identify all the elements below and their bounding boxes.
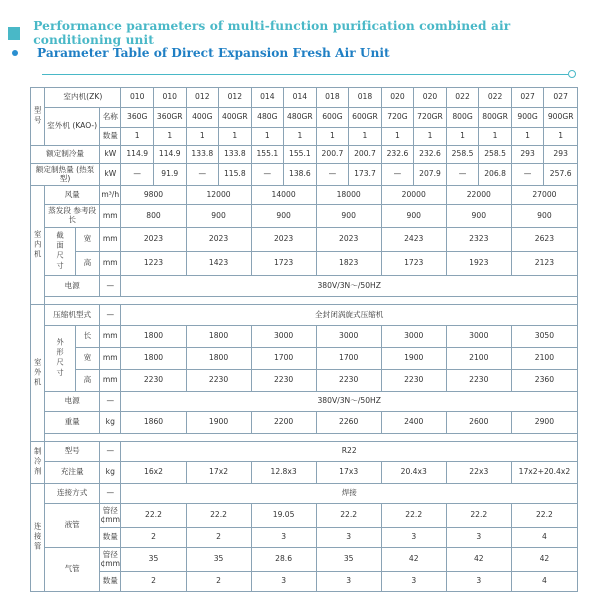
gas-qty-cell: 2 [121, 572, 186, 592]
parameter-table [30, 87, 578, 592]
unit-cell: — [100, 392, 121, 412]
in-height-cell: 1923 [446, 252, 511, 276]
liquid-dia-cell: 22.2 [446, 504, 511, 528]
gas-dia-cell: 42 [381, 548, 446, 572]
heating-cell: — [251, 164, 284, 186]
liquid-qty-cell: 3 [381, 528, 446, 548]
unit-cell: kW [100, 164, 121, 186]
row-label: 充注量 [45, 462, 100, 484]
airflow-cell: 9800 [121, 186, 186, 205]
indoor-code-cell: 012 [219, 88, 252, 108]
in-width-cell: 2423 [381, 228, 446, 252]
indoor-code-cell: 014 [251, 88, 284, 108]
model-name-cell: 360GR [153, 108, 186, 128]
subtitle-row [8, 42, 390, 64]
weight-cell: 2600 [446, 412, 511, 434]
row-label: 宽 [75, 228, 99, 252]
liquid-dia-cell: 22.2 [121, 504, 186, 528]
model-name-cell: 480G [251, 108, 284, 128]
unit-cell: — [100, 484, 121, 504]
out-width-cell: 1900 [381, 348, 446, 370]
table-row [31, 164, 578, 186]
model-name-cell: 720GR [414, 108, 447, 128]
row-label: 电源 [45, 392, 100, 412]
evap-cell: 900 [251, 205, 316, 228]
evap-cell: 900 [186, 205, 251, 228]
row-label: 室外机 (KAO-) [45, 108, 100, 146]
row-label: 电源 [45, 276, 100, 297]
in-height-cell: 2123 [511, 252, 577, 276]
liquid-qty-cell: 2 [121, 528, 186, 548]
unit-cell: kW [100, 146, 121, 164]
unit-cell: mm [100, 252, 121, 276]
table-row [31, 205, 578, 228]
divider-line [42, 74, 568, 75]
charge-cell: 17x3 [316, 462, 381, 484]
qty-cell: 1 [511, 128, 544, 146]
row-label: 压缩机型式 [45, 305, 100, 326]
row-label: 液管 [45, 504, 100, 548]
heating-cell: 91.9 [153, 164, 186, 186]
table-row [31, 484, 578, 504]
group-label-model: 型号 [31, 88, 45, 146]
unit-cell: — [100, 442, 121, 462]
weight-cell: 1900 [186, 412, 251, 434]
indoor-code-cell: 020 [381, 88, 414, 108]
model-name-cell: 800GR [479, 108, 512, 128]
weight-cell: 2400 [381, 412, 446, 434]
evap-cell: 900 [381, 205, 446, 228]
gas-qty-cell: 3 [381, 572, 446, 592]
unit-cell: mm [100, 348, 121, 370]
spacer-cell [45, 434, 578, 442]
table-row [31, 392, 578, 412]
out-length-cell: 3050 [511, 326, 577, 348]
power-cell: 380V/3N～/50HZ [121, 276, 578, 297]
page-subtitle: Parameter Table of Direct Expansion Fresh Air Unit [37, 46, 390, 60]
out-height-cell: 2230 [121, 370, 186, 392]
unit-cell: 管径 ¢mm [100, 548, 121, 572]
out-length-cell: 3000 [251, 326, 316, 348]
evap-cell: 800 [121, 205, 186, 228]
table-row [31, 504, 578, 528]
airflow-cell: 27000 [511, 186, 577, 205]
heating-cell: 173.7 [349, 164, 382, 186]
model-name-cell: 360G [121, 108, 154, 128]
table-row [31, 128, 578, 146]
liquid-qty-cell: 4 [511, 528, 577, 548]
out-height-cell: 2230 [316, 370, 381, 392]
table-row [31, 572, 578, 592]
cooling-cell: 200.7 [349, 146, 382, 164]
table-row [31, 462, 578, 484]
heating-cell: 115.8 [219, 164, 252, 186]
weight-cell: 2200 [251, 412, 316, 434]
table-row [31, 297, 578, 305]
indoor-code-cell: 027 [544, 88, 578, 108]
gas-dia-cell: 42 [446, 548, 511, 572]
out-width-cell: 1700 [316, 348, 381, 370]
charge-cell: 12.8x3 [251, 462, 316, 484]
cooling-cell: 293 [544, 146, 578, 164]
evap-cell: 900 [511, 205, 577, 228]
liquid-qty-cell: 3 [446, 528, 511, 548]
indoor-code-cell: 010 [153, 88, 186, 108]
cooling-cell: 155.1 [251, 146, 284, 164]
airflow-cell: 12000 [186, 186, 251, 205]
table-row [31, 434, 578, 442]
in-width-cell: 2023 [186, 228, 251, 252]
qty-cell: 1 [121, 128, 154, 146]
cooling-cell: 133.8 [186, 146, 219, 164]
table-row [31, 348, 578, 370]
out-height-cell: 2230 [381, 370, 446, 392]
gas-qty-cell: 3 [446, 572, 511, 592]
table-row [31, 370, 578, 392]
cooling-cell: 114.9 [121, 146, 154, 164]
qty-cell: 1 [153, 128, 186, 146]
table-row [31, 88, 578, 108]
out-height-cell: 2360 [511, 370, 577, 392]
model-name-cell: 720G [381, 108, 414, 128]
row-label: 连接方式 [45, 484, 100, 504]
in-width-cell: 2323 [446, 228, 511, 252]
gas-qty-cell: 2 [186, 572, 251, 592]
out-width-cell: 2100 [446, 348, 511, 370]
group-label-piping: 连接管 [31, 484, 45, 592]
out-length-cell: 1800 [121, 326, 186, 348]
gas-qty-cell: 3 [251, 572, 316, 592]
out-length-cell: 3000 [446, 326, 511, 348]
model-name-cell: 400GR [219, 108, 252, 128]
unit-cell: 数量 [100, 572, 121, 592]
out-width-cell: 1800 [121, 348, 186, 370]
evap-cell: 900 [316, 205, 381, 228]
in-width-cell: 2023 [316, 228, 381, 252]
row-label: 气管 [45, 548, 100, 592]
table-row [31, 442, 578, 462]
cooling-cell: 133.8 [219, 146, 252, 164]
weight-cell: 2900 [511, 412, 577, 434]
out-length-cell: 3000 [381, 326, 446, 348]
table-row [31, 276, 578, 297]
airflow-cell: 14000 [251, 186, 316, 205]
qty-cell: 1 [186, 128, 219, 146]
gas-qty-cell: 4 [511, 572, 577, 592]
indoor-code-cell: 012 [186, 88, 219, 108]
indoor-code-cell: 020 [414, 88, 447, 108]
out-height-cell: 2230 [446, 370, 511, 392]
heating-cell: — [381, 164, 414, 186]
out-length-cell: 3000 [316, 326, 381, 348]
heating-cell: — [511, 164, 544, 186]
model-name-cell: 900GR [544, 108, 578, 128]
row-label: 额定制热量 (热泵型) [31, 164, 100, 186]
table-row [31, 252, 578, 276]
qty-cell: 1 [349, 128, 382, 146]
charge-cell: 17x2 [186, 462, 251, 484]
indoor-code-cell: 018 [349, 88, 382, 108]
unit-cell: mm [100, 205, 121, 228]
charge-cell: 20.4x3 [381, 462, 446, 484]
airflow-cell: 20000 [381, 186, 446, 205]
airflow-cell: 22000 [446, 186, 511, 205]
weight-cell: 1860 [121, 412, 186, 434]
row-label: 重量 [45, 412, 100, 434]
square-bullet-icon [8, 27, 20, 40]
liquid-dia-cell: 22.2 [381, 504, 446, 528]
airflow-cell: 18000 [316, 186, 381, 205]
model-name-cell: 400G [186, 108, 219, 128]
in-height-cell: 1223 [121, 252, 186, 276]
qty-cell: 1 [284, 128, 317, 146]
in-width-cell: 2023 [121, 228, 186, 252]
model-name-cell: 480GR [284, 108, 317, 128]
qty-cell: 1 [381, 128, 414, 146]
charge-cell: 17x2+20.4x2 [511, 462, 577, 484]
in-height-cell: 1423 [186, 252, 251, 276]
gas-dia-cell: 35 [121, 548, 186, 572]
model-name-cell: 900G [511, 108, 544, 128]
liquid-qty-cell: 2 [186, 528, 251, 548]
power-cell: 380V/3N～/50HZ [121, 392, 578, 412]
liquid-dia-cell: 22.2 [511, 504, 577, 528]
row-label: 数量 [100, 128, 121, 146]
group-label-outdoor: 室外机 [31, 305, 45, 442]
gas-dia-cell: 35 [316, 548, 381, 572]
cooling-cell: 155.1 [284, 146, 317, 164]
in-width-cell: 2023 [251, 228, 316, 252]
dot-bullet-icon [12, 50, 18, 56]
table-row [31, 146, 578, 164]
liquid-dia-cell: 22.2 [316, 504, 381, 528]
indoor-code-cell: 022 [479, 88, 512, 108]
heating-cell: 206.8 [479, 164, 512, 186]
row-label: 外形尺寸 [45, 326, 76, 392]
cooling-cell: 258.5 [479, 146, 512, 164]
cooling-cell: 258.5 [446, 146, 479, 164]
compressor-cell: 全封闭涡旋式压缩机 [121, 305, 578, 326]
in-height-cell: 1723 [251, 252, 316, 276]
connection-cell: 焊接 [121, 484, 578, 504]
row-label: 宽 [75, 348, 99, 370]
gas-dia-cell: 28.6 [251, 548, 316, 572]
row-label: 额定制冷量 [31, 146, 100, 164]
table-row [31, 228, 578, 252]
indoor-code-cell: 027 [511, 88, 544, 108]
unit-cell: kg [100, 412, 121, 434]
heating-cell: — [446, 164, 479, 186]
unit-cell: kg [100, 462, 121, 484]
unit-cell: — [100, 276, 121, 297]
unit-cell: mm [100, 228, 121, 252]
indoor-code-cell: 018 [316, 88, 349, 108]
spacer-cell [45, 297, 578, 305]
cooling-cell: 114.9 [153, 146, 186, 164]
liquid-qty-cell: 3 [316, 528, 381, 548]
out-length-cell: 1800 [186, 326, 251, 348]
gas-dia-cell: 35 [186, 548, 251, 572]
in-height-cell: 1723 [381, 252, 446, 276]
qty-cell: 1 [316, 128, 349, 146]
table-row [31, 412, 578, 434]
row-label: 高 [75, 252, 99, 276]
unit-cell: 管径 ¢mm [100, 504, 121, 528]
in-height-cell: 1823 [316, 252, 381, 276]
qty-cell: 1 [414, 128, 447, 146]
out-width-cell: 2100 [511, 348, 577, 370]
cooling-cell: 232.6 [414, 146, 447, 164]
out-height-cell: 2230 [251, 370, 316, 392]
table-row [31, 108, 578, 128]
unit-cell: 数量 [100, 528, 121, 548]
table-row [31, 305, 578, 326]
evap-cell: 900 [446, 205, 511, 228]
heating-cell: 138.6 [284, 164, 317, 186]
row-label: 高 [75, 370, 99, 392]
refrigerant-cell: R22 [121, 442, 578, 462]
weight-cell: 2260 [316, 412, 381, 434]
row-label: 型号 [45, 442, 100, 462]
row-label: 截面尺寸 [45, 228, 76, 276]
row-label: 名称 [100, 108, 121, 128]
page-title: Performance parameters of multi-function purification combined air conditioning unit [33, 19, 511, 47]
qty-cell: 1 [544, 128, 578, 146]
out-height-cell: 2230 [186, 370, 251, 392]
indoor-code-cell: 022 [446, 88, 479, 108]
qty-cell: 1 [479, 128, 512, 146]
table-row [31, 548, 578, 572]
liquid-dia-cell: 19.05 [251, 504, 316, 528]
unit-cell: mm [100, 370, 121, 392]
heating-cell: — [121, 164, 154, 186]
indoor-code-cell: 010 [121, 88, 154, 108]
gas-qty-cell: 3 [316, 572, 381, 592]
row-label: 长 [75, 326, 99, 348]
out-width-cell: 1800 [186, 348, 251, 370]
charge-cell: 16x2 [121, 462, 186, 484]
liquid-qty-cell: 3 [251, 528, 316, 548]
row-label: 蒸发段 参考段长 [45, 205, 100, 228]
group-label-indoor: 室内机 [31, 186, 45, 305]
qty-cell: 1 [251, 128, 284, 146]
table-row [31, 326, 578, 348]
row-label: 风量 [45, 186, 100, 205]
unit-cell: mm [100, 326, 121, 348]
heating-cell: — [316, 164, 349, 186]
cooling-cell: 200.7 [316, 146, 349, 164]
out-width-cell: 1700 [251, 348, 316, 370]
row-label: 室内机(ZK) [45, 88, 121, 108]
indoor-code-cell: 014 [284, 88, 317, 108]
qty-cell: 1 [446, 128, 479, 146]
model-name-cell: 600GR [349, 108, 382, 128]
heating-cell: 207.9 [414, 164, 447, 186]
cooling-cell: 293 [511, 146, 544, 164]
unit-cell: m³/h [100, 186, 121, 205]
table-row [31, 528, 578, 548]
qty-cell: 1 [219, 128, 252, 146]
table-row [31, 186, 578, 205]
cooling-cell: 232.6 [381, 146, 414, 164]
in-width-cell: 2623 [511, 228, 577, 252]
liquid-dia-cell: 22.2 [186, 504, 251, 528]
heating-cell: 257.6 [544, 164, 578, 186]
gas-dia-cell: 42 [511, 548, 577, 572]
heating-cell: — [186, 164, 219, 186]
charge-cell: 22x3 [446, 462, 511, 484]
group-label-refrigerant: 制冷剂 [31, 442, 45, 484]
unit-cell: — [100, 305, 121, 326]
divider-end-circle-icon [568, 70, 576, 78]
title-row [8, 19, 600, 47]
model-name-cell: 800G [446, 108, 479, 128]
model-name-cell: 600G [316, 108, 349, 128]
